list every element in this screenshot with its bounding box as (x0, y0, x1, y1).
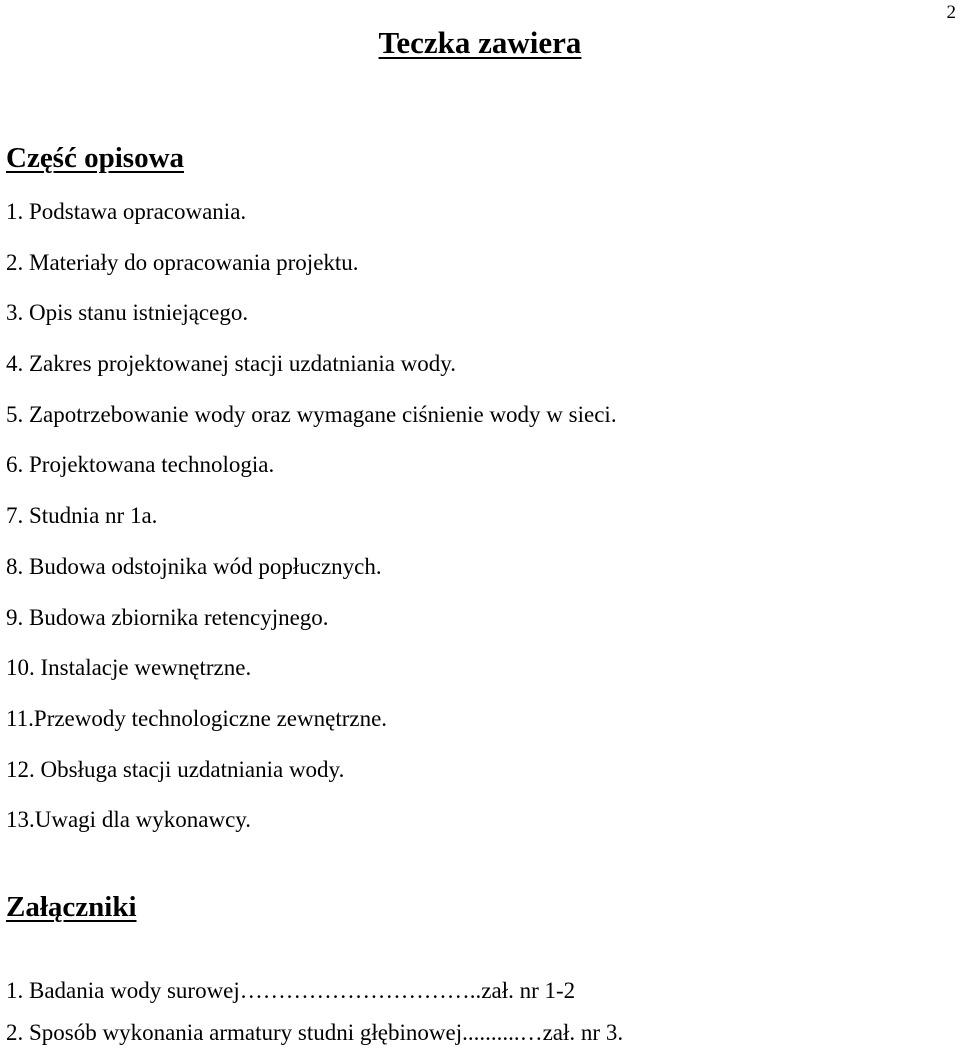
list-item: 2. Sposób wykonania armatury studni głębinowej..........…zał. nr 3. (6, 1020, 624, 1045)
list-item: 13.Uwagi dla wykonawcy. (6, 807, 252, 833)
section-heading-opisowa: Część opisowa (6, 142, 185, 174)
list-item: 2. Materiały do opracowania projektu. (6, 249, 359, 275)
contents-list-opisowa (6, 198, 617, 857)
list-item: 3. Opis stanu istniejącego. (6, 300, 249, 326)
list-item: 11.Przewody technologiczne zewnętrzne. (6, 705, 388, 731)
list-item: 4. Zakres projektowanej stacji uzdatniania wody. (6, 351, 457, 377)
list-item: 7. Studnia nr 1a. (6, 503, 158, 529)
list-item: 9. Budowa zbiornika retencyjnego. (6, 604, 329, 630)
list-item: 8. Budowa odstojnika wód popłucznych. (6, 553, 382, 579)
page-number: 2 (946, 2, 956, 23)
list-item: 1. Podstawa opracowania. (6, 199, 247, 224)
document-title (0, 24, 960, 62)
section-heading-zalaczniki: Załączniki (6, 891, 137, 923)
document-title-text: Teczka zawiera (378, 25, 582, 60)
list-item: 10. Instalacje wewnętrzne. (6, 655, 252, 681)
list-item: 5. Zapotrzebowanie wody oraz wymagane ciśnienie wody w sieci. (6, 401, 617, 427)
attachments-list (6, 977, 623, 1061)
list-item: 1. Badania wody surowej…………………………..zał. nr 1-2 (6, 978, 576, 1003)
list-item: 6. Projektowana technologia. (6, 452, 275, 478)
list-item: 12. Obsługa stacji uzdatniania wody. (6, 756, 345, 782)
